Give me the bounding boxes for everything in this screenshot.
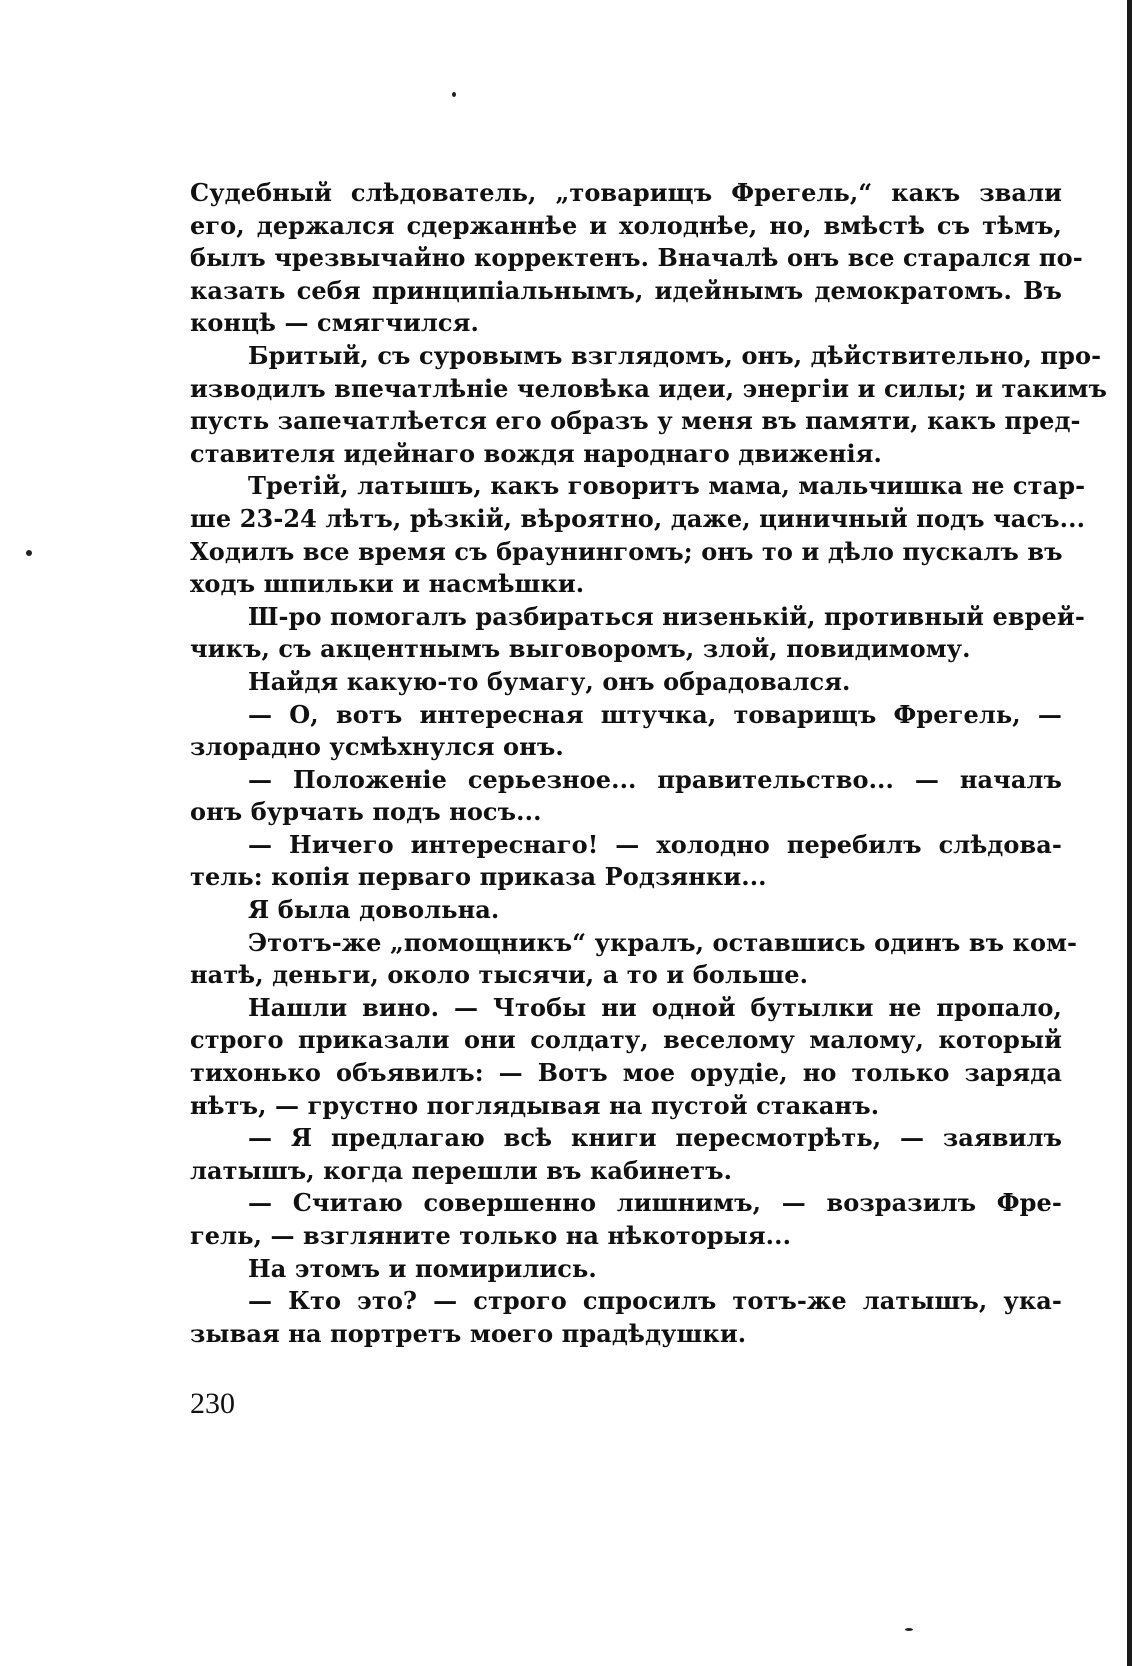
text-line: тихонько объявилъ: — Вотъ мое орудіе, но только заряда [190,1058,1062,1088]
text-line: Третій, латышъ, какъ говоритъ мама, мальчишка не стар- [248,471,1086,501]
text-line: строго приказали они солдату, веселому малому, который [190,1025,1062,1055]
text-line: нѣтъ, — грустно поглядывая на пустой стаканъ. [190,1090,880,1120]
text-line: — Положеніе серьезное... правительство... — началъ [248,764,1062,794]
text-line: Я была довольна. [248,895,500,925]
text-line: ставителя идейнаго вождя народнаго движенія. [190,438,882,468]
text-line: Ш-ро помогалъ разбираться низенькій, противный еврей- [248,601,1085,631]
page-text [190,177,1107,1350]
text-line: злорадно усмѣхнулся онъ. [190,732,564,762]
scan-edge-line [1127,0,1132,1666]
text-line: Найдя какую-то бумагу, онъ обрадовался. [248,666,851,696]
text-line: онъ бурчать подъ носъ... [190,797,542,827]
text-line: — О, вотъ интересная штучка, товарищъ Фрегель, — [248,699,1062,729]
text-line: его, держался сдержаннѣе и холоднѣе, но, вмѣстѣ съ тѣмъ, [190,210,1062,240]
text-line: Бритый, съ суровымъ взглядомъ, онъ, дѣйствительно, про- [248,340,1102,370]
text-line: гель, — взгляните только на нѣкоторыя... [190,1221,792,1250]
text-line: На этомъ и помирились. [248,1253,597,1283]
text-line: концѣ — смягчился. [190,308,479,338]
text-line: — Я предлагаю всѣ книги пересмотрѣть, — заявилъ [248,1123,1062,1153]
text-line: ше 23-24 лѣтъ, рѣзкій, вѣроятно, даже, циничный подъ часъ... [190,503,1086,533]
text-line: былъ чрезвычайно корректенъ. Вначалѣ онъ все старался по- [190,243,1083,273]
text-line: — Ничего интереснаго! — холодно перебилъ слѣдова- [248,829,1062,859]
page-number: 230 [190,1387,235,1420]
text-line: изводилъ впечатлѣніе человѣка идеи, энергіи и силы; и такимъ [190,373,1107,403]
scan-speck [905,1628,913,1631]
text-line: зывая на портретъ моего прадѣдушки. [190,1318,747,1348]
text-line: ходъ шпильки и насмѣшки. [190,569,585,599]
text-line: пусть запечатлѣется его образъ у меня въ памяти, какъ пред- [190,406,1081,436]
text-line: Ходилъ все время съ браунингомъ; онъ то и дѣло пускалъ въ [190,536,1063,566]
text-line: Нашли вино. — Чтобы ни одной бутылки не пропало, [248,992,1062,1022]
text-line: казать себя принципіальнымъ, идейнымъ демократомъ. Въ [190,275,1062,305]
text-line: латышъ, когда перешли въ кабинетъ. [190,1155,733,1185]
text-line: — Считаю совершенно лишнимъ, — возразилъ Фре- [248,1188,1062,1218]
text-line: натѣ, деньги, около тысячи, а то и больше. [190,960,809,990]
text-line: чикъ, съ акцентнымъ выговоромъ, злой, повидимому. [190,634,971,664]
text-line: Этотъ-же „помощникъ“ укралъ, оставшись одинъ въ ком- [248,927,1078,957]
text-line: — Кто это? — строго спросилъ тотъ-же латышъ, ука- [248,1286,1062,1316]
scan-speck [26,550,32,556]
scan-speck [452,92,456,97]
text-line: тель: копія перваго приказа Родзянки... [190,862,767,892]
text-line: Судебный слѣдователь, „товарищъ Фрегель,“ какъ звали [190,178,1062,207]
